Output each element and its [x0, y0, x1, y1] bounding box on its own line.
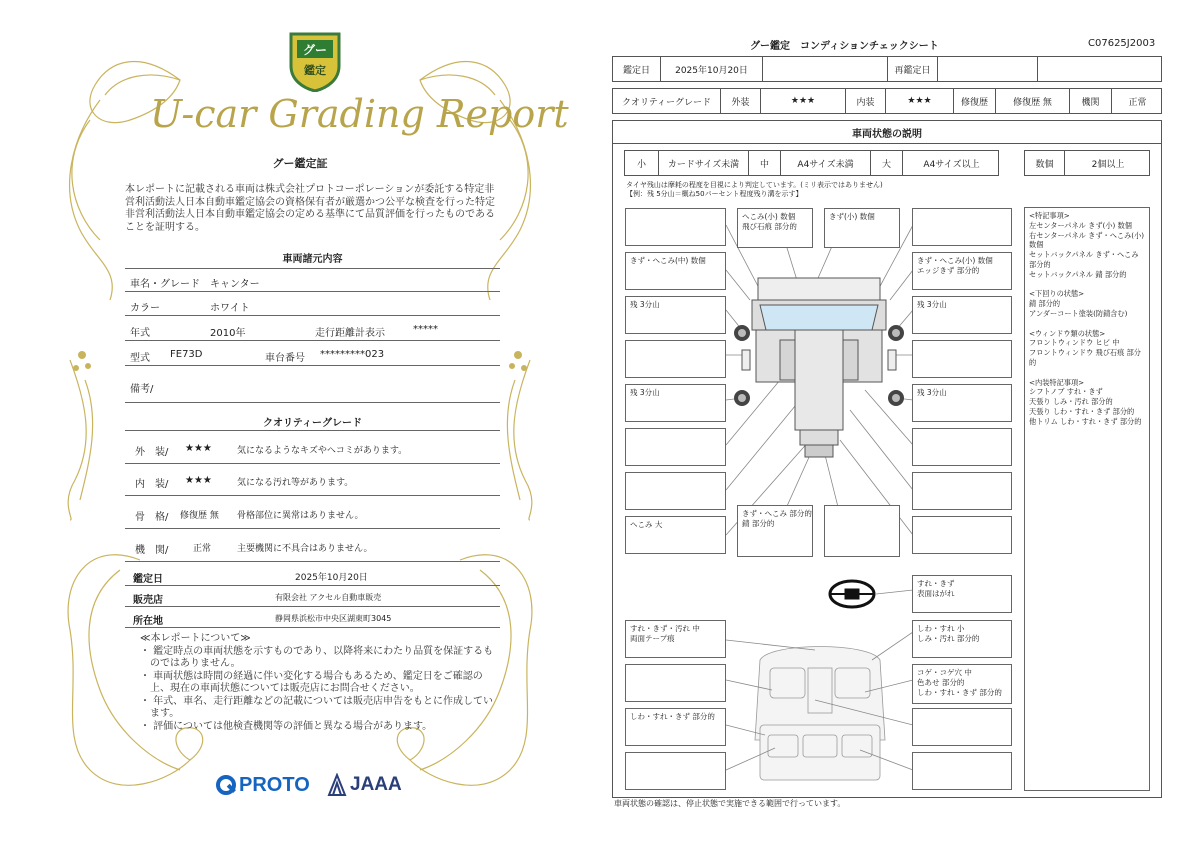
- steering-wheel-icon: [830, 581, 874, 607]
- tire-note-2: 【例：残 5分山＝概ね50パーセント程度残り溝を示す】: [626, 190, 803, 198]
- sheet-title: グー鑑定 コンディションチェックシート: [750, 41, 939, 52]
- spec-remarks-label: 備考/: [130, 384, 154, 395]
- legend-medium-desc: A4サイズ未満: [781, 151, 871, 175]
- proto-logo-text: PROTO: [239, 773, 310, 796]
- svg-text:グー: グー: [302, 43, 328, 57]
- inspection-date-value: 2025年10月20日: [295, 573, 368, 583]
- goo-kantei-badge: [287, 30, 343, 92]
- special-notes: <特記事項> 左センターパネル きず(小) 数個 右センターパネル きず・へこみ(小) 数個 セットバックパネル きず・へこみ 部分的 セットバックパネル 錆 部分的 <下回りの状態> 錆 部分的 アンダーコート塗装(防錆含む) <ウィンドウ類の状態> フロントウィンドウ ヒビ 中 フロントウィンドウ 飛び石痕 部分的 <内装特記事項> シフトノブ すれ・きず 天張り しみ・汚れ 部分的 天張り しわ・すれ・きず 部分的 他トリム しわ・すれ・きず 部分的: [1024, 207, 1150, 791]
- condition-check-sheet: [600, 0, 1200, 848]
- spec-model-value: FE73D: [170, 349, 203, 360]
- quality-label: 外 装/: [135, 447, 169, 458]
- dealer-value: 有限会社 アクセル自動車販売: [275, 593, 382, 602]
- quality-grade-label: クオリティーグレード: [613, 89, 721, 113]
- quality-comment: 気になる汚れ等があります。: [237, 478, 354, 488]
- inspection-date-label: 鑑定日: [133, 574, 163, 585]
- spec-row-year: [125, 318, 500, 341]
- quality-row-interior: [125, 463, 500, 496]
- note-item: ・ 年式、車名、走行距離などの記載については販売店申告をもとに作成しています。: [140, 695, 493, 719]
- annotation-bottom-mid: きず・へこみ 部分的 錆 部分的: [737, 505, 813, 557]
- certificate-title: グー鑑定証: [272, 157, 328, 170]
- spec-name-value: キャンター: [210, 279, 260, 290]
- spec-chassis-label: 車台番号: [265, 353, 305, 364]
- legend-large-desc: A4サイズ以上: [923, 159, 980, 170]
- annotation-box: [912, 428, 1012, 466]
- note-item: ・ 鑑定時点の車両状態を示すものであり、以降将来にわたり品質を保証するものではありません。: [140, 645, 494, 669]
- quality-section-title: クオリティーグレード: [263, 418, 362, 429]
- quality-grade: ★★★: [185, 475, 212, 486]
- annotation-right-tire-rear: 残 3分山: [912, 384, 1012, 422]
- tire-note-1: タイヤ残山は摩耗の程度を目視により判定しています。(ミリ表示ではありません): [626, 181, 883, 189]
- proto-mark-icon: [215, 774, 237, 796]
- dealer-label: 販売店: [133, 595, 163, 606]
- legend-medium: 中: [749, 151, 781, 175]
- certificate-statement: 本レポートに記載される車両は株式会社プロトコーポレーションが委託する特定非営利活動法人日本自動車鑑定協会の資格保有者が厳選かつ公平な検査を行った特定非営利活動法人日本自動車鑑定協会の定める基準にて品質評価を行ったものであることを証明する。: [125, 184, 495, 233]
- spec-section-title: 車両諸元内容: [282, 254, 343, 265]
- quality-row-frame: [125, 496, 500, 529]
- quality-grade: 正常: [193, 544, 212, 554]
- jaaa-logo-text: JAAA: [350, 774, 402, 795]
- quality-grade: ★★★: [185, 443, 212, 454]
- annotation-left-bottom: へこみ 大: [625, 516, 726, 554]
- proto-logo: [215, 770, 310, 800]
- annotation-box: [912, 340, 1012, 378]
- spec-color-label: カラー: [130, 303, 160, 314]
- condition-title: 車両状態の説明: [613, 121, 1161, 144]
- location-value: 静岡県浜松市中央区湖東町3045: [275, 614, 392, 623]
- annotation-box: [625, 340, 726, 378]
- quality-row-exterior: [125, 430, 500, 464]
- annotation-box: [912, 752, 1012, 790]
- annotation-steering: すれ・きず 表面はがれ: [912, 575, 1012, 613]
- annotation-left-1: きず・へこみ(中) 数個: [625, 252, 726, 290]
- dealer-row: [125, 586, 500, 607]
- legend-large: 大: [871, 151, 903, 175]
- quality-label: 機 関/: [135, 545, 169, 556]
- annotation-box: [625, 664, 726, 702]
- annotation-box: [912, 208, 1012, 246]
- legend-count-desc: 2個以上: [1091, 159, 1125, 170]
- annotation-interior-right-2: コゲ・コゲ穴 中 色あせ 部分的 しわ・すれ・きず 部分的: [912, 664, 1012, 704]
- report-script-title: U-car Grading Report: [150, 92, 569, 136]
- annotation-box: [912, 708, 1012, 746]
- spec-row-remarks: [125, 368, 500, 403]
- date-label: 鑑定日: [613, 57, 661, 81]
- jaaa-mark-icon: [327, 773, 347, 797]
- report-notes: [140, 633, 495, 733]
- location-label: 所在地: [133, 616, 163, 627]
- spec-mileage-value: *****: [413, 324, 438, 335]
- legend-small: 小: [625, 151, 659, 175]
- annotation-left-tire-front: 残 3分山: [625, 296, 726, 334]
- legend-small-desc: カードサイズ未満: [659, 151, 749, 175]
- annotation-interior-left-mid: しわ・すれ・きず 部分的: [625, 708, 726, 746]
- quality-comment: 骨格部位に異常はありません。: [237, 511, 364, 521]
- interior-value: ★★★: [886, 89, 954, 113]
- exterior-label: 外装: [721, 89, 761, 113]
- jaaa-logo: [327, 770, 402, 800]
- spec-row-color: [125, 293, 500, 316]
- engine-value: 正常: [1128, 97, 1147, 108]
- footer-note: 車両状態の確認は、停止状態で実施できる範囲で行っています。: [614, 799, 846, 808]
- annotation-left-tire-rear: 残 3分山: [625, 384, 726, 422]
- spec-row-model: [125, 343, 500, 366]
- annotation-right-1: きず・へこみ(小) 数個 エッジきず 部分的: [912, 252, 1012, 290]
- quality-comment: 主要機関に不具合はありません。: [237, 544, 373, 554]
- annotation-top-mid-left: へこみ(小) 数個 飛び石痕 部分的: [737, 208, 813, 248]
- note-item: ・ 評価については他検査機関等の評価と異なる場合があります。: [140, 720, 433, 732]
- annotation-box: [625, 208, 726, 246]
- spec-year-label: 年式: [130, 328, 150, 339]
- annotation-box: [912, 472, 1012, 510]
- inspection-date-row: [125, 565, 500, 586]
- svg-text:鑑定: 鑑定: [304, 64, 326, 77]
- badge-shield-icon: [287, 30, 343, 92]
- spec-year-value: 2010年: [210, 328, 246, 339]
- annotation-interior-left-top: すれ・きず・汚れ 中 両面テープ痕: [625, 620, 726, 658]
- engine-label: 機関: [1070, 89, 1112, 113]
- quality-row-engine: [125, 529, 500, 562]
- location-row: [125, 607, 500, 628]
- quality-comment: 気になるようなキズやヘコミがあります。: [237, 446, 408, 456]
- annotation-box: [625, 752, 726, 790]
- note-item: ・ 車両状態は時間の経過に伴い変化する場合もあるため、鑑定日をご確認の上、現在の車両状態については販売店にお問合せください。: [140, 670, 483, 694]
- repair-value: 修復歴 無: [996, 89, 1070, 113]
- repair-label: 修復歴: [954, 89, 996, 113]
- spec-row-name: [125, 268, 500, 292]
- spec-name-label: 車名・グレード: [130, 279, 200, 290]
- quality-label: 骨 格/: [135, 512, 169, 523]
- spec-mileage-label: 走行距離計表示: [315, 328, 385, 339]
- reinspect-label: 再鑑定日: [888, 57, 938, 81]
- date-value: 2025年10月20日: [661, 57, 763, 81]
- quality-label: 内 装/: [135, 479, 169, 490]
- annotation-right-tire-front: 残 3分山: [912, 296, 1012, 334]
- sheet-id: C07625J2003: [1088, 38, 1156, 49]
- annotation-interior-right-1: しわ・すれ 小 しみ・汚れ 部分的: [912, 620, 1012, 658]
- annotation-box: [912, 516, 1012, 554]
- interior-label: 内装: [846, 89, 886, 113]
- spec-color-value: ホワイト: [210, 303, 250, 314]
- spec-model-label: 型式: [130, 353, 150, 364]
- notes-title: ≪本レポートについて≫: [140, 633, 251, 644]
- exterior-value: ★★★: [761, 89, 846, 113]
- annotation-box: [625, 428, 726, 466]
- legend-count: 数個: [1025, 151, 1065, 175]
- annotation-top-mid-right: きず(小) 数個: [824, 208, 900, 248]
- quality-grade: 修復歴 無: [180, 511, 219, 521]
- annotation-box: [625, 472, 726, 510]
- annotation-box: [824, 505, 900, 557]
- spec-chassis-value: *********023: [320, 349, 385, 360]
